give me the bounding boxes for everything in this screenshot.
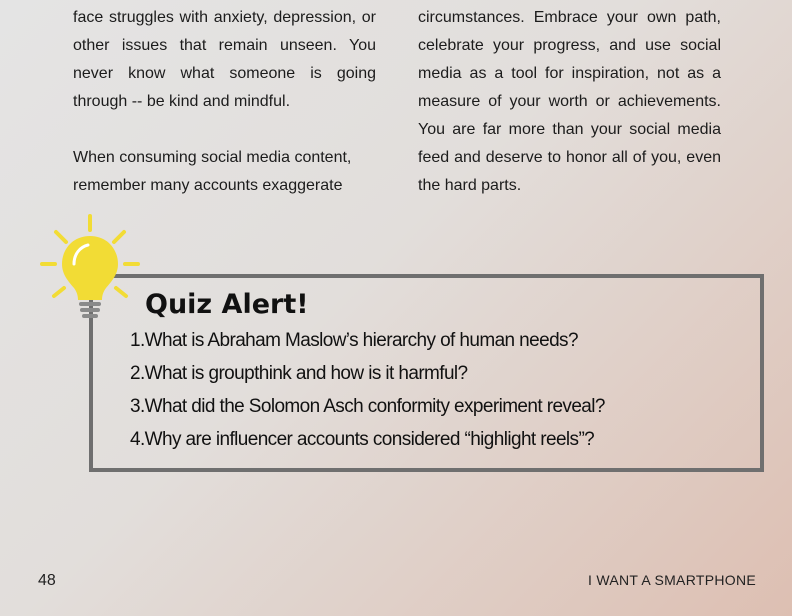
right-paragraph-1: circumstances. Embrace your own path, celebrate your progress, and use social media as a tool for inspiration, not as a measure of your worth or achievements. You are far more than your social media feed and deserve to honor all of you, even the hard parts. — [418, 9, 721, 194]
quiz-item: 4.Why are influencer accounts considered “highlight reels”? — [130, 429, 595, 450]
bulb-ray — [56, 232, 66, 242]
left-paragraph-1: face struggles with anxiety, depression, or other issues that remain unseen. You never know what someone is going through -- be kind and mindful. — [73, 9, 376, 110]
page-number: 48 — [38, 572, 56, 589]
bulb-base — [82, 314, 98, 318]
left-column — [73, 4, 376, 200]
bulb-base — [79, 302, 101, 306]
lightbulb-icon — [38, 212, 142, 324]
left-paragraph-2: When consuming social media content, remember many accounts exaggerate — [73, 149, 352, 194]
right-column — [418, 4, 721, 200]
bulb-ray — [54, 288, 64, 296]
running-title: I WANT A SMARTPHONE — [587, 572, 756, 588]
quiz-list — [130, 324, 605, 456]
quiz-title: Quiz Alert! — [145, 289, 309, 320]
bulb-ray — [116, 288, 126, 296]
bulb-glass — [62, 236, 118, 300]
quiz-item: 1.What is Abraham Maslow’s hierarchy of human needs? — [130, 330, 578, 351]
bulb-ray — [114, 232, 124, 242]
bulb-base — [80, 308, 100, 312]
quiz-item: 2.What is groupthink and how is it harmful? — [130, 363, 468, 384]
quiz-item: 3.What did the Solomon Asch conformity experiment reveal? — [130, 396, 605, 417]
